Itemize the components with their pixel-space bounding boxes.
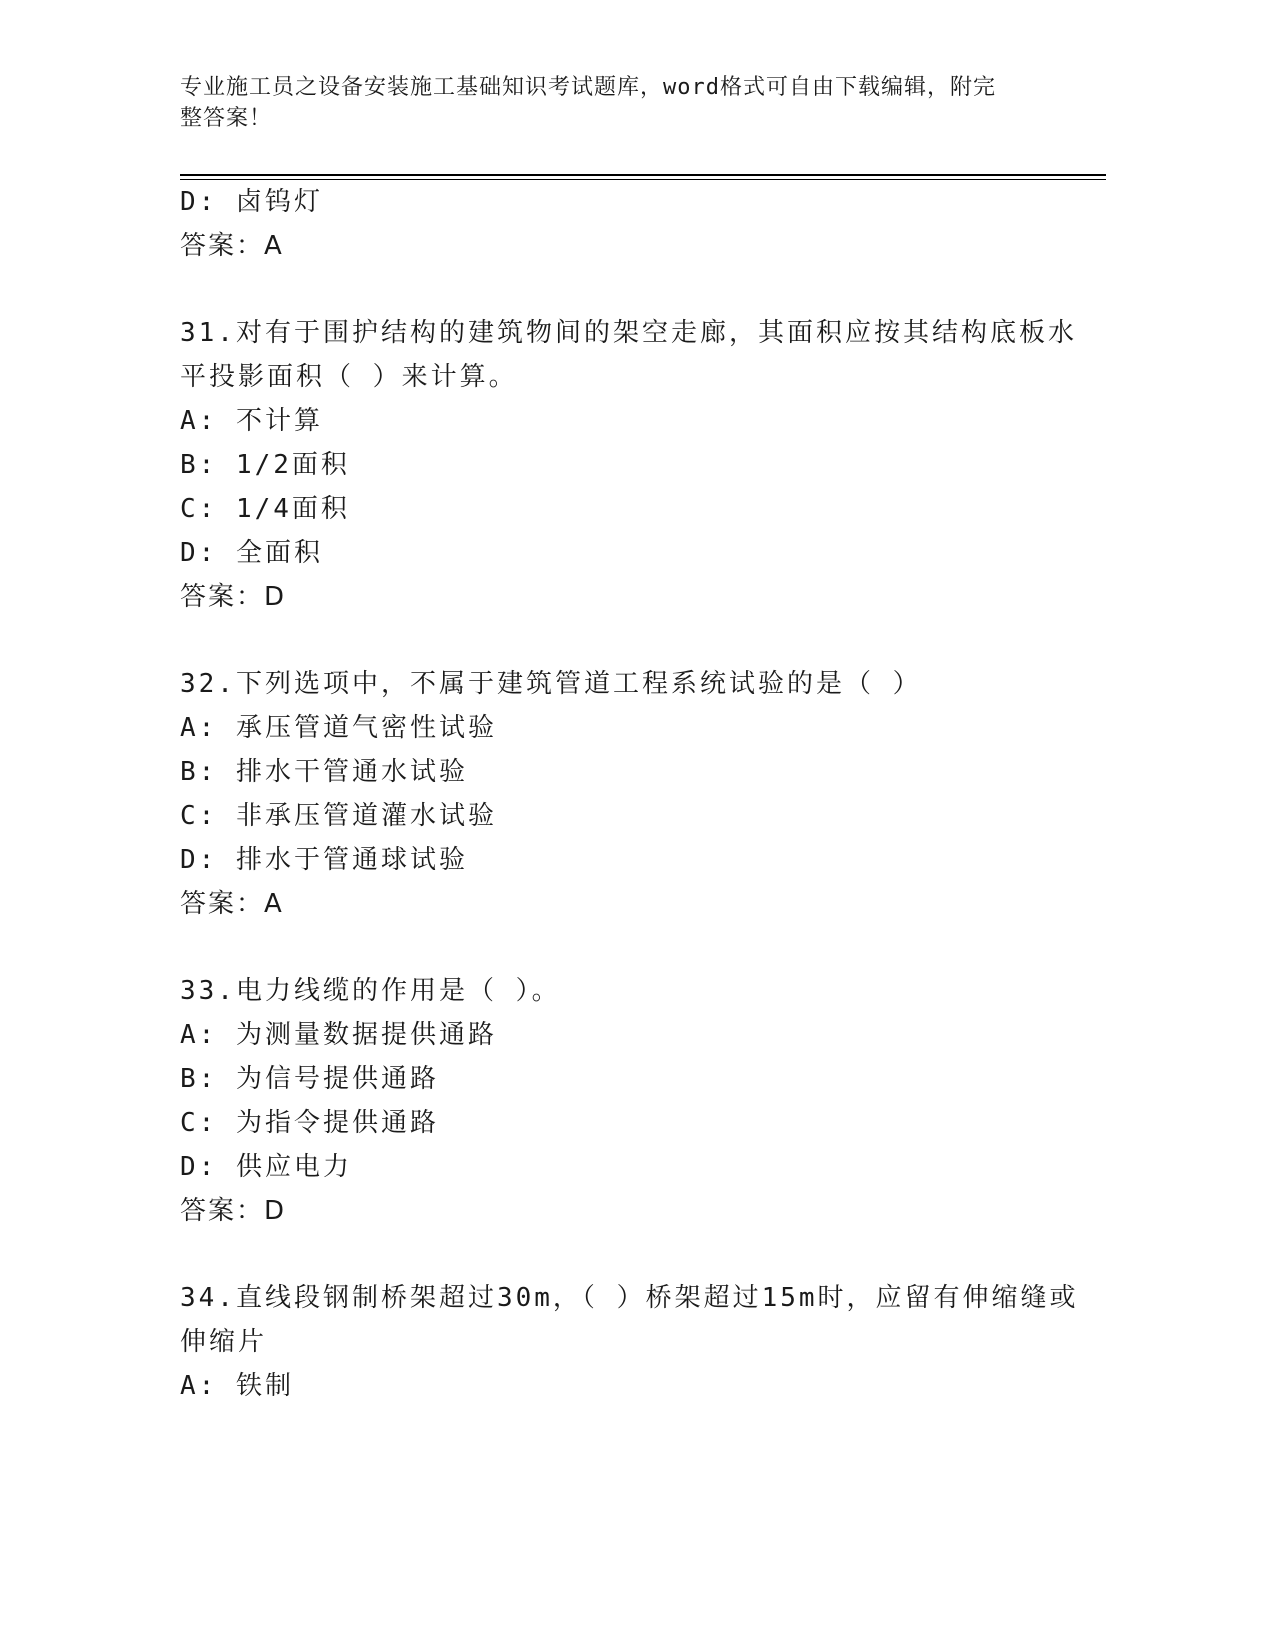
question-stem: 34.直线段钢制桥架超过30m，（ ）桥架超过15m时，应留有伸缩缝或 xyxy=(180,1283,1079,1313)
question-stem: 33.电力线缆的作用是（ ）。 xyxy=(180,976,561,1006)
question-stem: 32.下列选项中，不属于建筑管道工程系统试验的是（ ） xyxy=(180,669,922,699)
option-b: B: 排水干管通水试验 xyxy=(180,757,468,787)
question-stem: 31.对有于围护结构的建筑物间的架空走廊，其面积应按其结构底板水 xyxy=(180,318,1077,348)
option-d: D: 全面积 xyxy=(180,538,323,568)
question-stem: 伸缩片 xyxy=(180,1327,268,1357)
header-line-2: 整答案！ xyxy=(180,106,273,131)
answer-line: 答案：A xyxy=(180,889,284,919)
option-b: B: 1/2面积 xyxy=(180,450,350,480)
question-gap xyxy=(180,1233,1080,1276)
question-stem: 平投影面积（ ）来计算。 xyxy=(180,362,518,392)
question-33 xyxy=(180,969,1080,1233)
option-a: A: 承压管道气密性试验 xyxy=(180,713,497,743)
option-b: B: 为信号提供通路 xyxy=(180,1064,439,1094)
option-c: C: 1/4面积 xyxy=(180,494,350,524)
option-a: A: 为测量数据提供通路 xyxy=(180,1020,497,1050)
question-31 xyxy=(180,311,1080,619)
option-d: D: 供应电力 xyxy=(180,1152,352,1182)
question-gap xyxy=(180,926,1080,969)
question-gap xyxy=(180,619,1080,662)
option-d: D: 卤钨灯 xyxy=(180,187,323,217)
option-c: C: 非承压管道灌水试验 xyxy=(180,801,497,831)
document-header xyxy=(180,72,1040,134)
header-divider-thick xyxy=(180,174,1106,176)
question-content xyxy=(180,180,1080,1408)
option-a: A: 铁制 xyxy=(180,1371,294,1401)
option-d: D: 排水于管通球试验 xyxy=(180,845,468,875)
header-line-1: 专业施工员之设备安装施工基础知识考试题库，word格式可自由下载编辑，附完 xyxy=(180,75,996,100)
question-34 xyxy=(180,1276,1080,1408)
option-c: C: 为指令提供通路 xyxy=(180,1108,439,1138)
question-32 xyxy=(180,662,1080,926)
question-gap xyxy=(180,268,1080,311)
answer-line: 答案：A xyxy=(180,231,284,261)
answer-line: 答案：D xyxy=(180,582,287,612)
answer-line: 答案：D xyxy=(180,1196,287,1226)
option-a: A: 不计算 xyxy=(180,406,323,436)
